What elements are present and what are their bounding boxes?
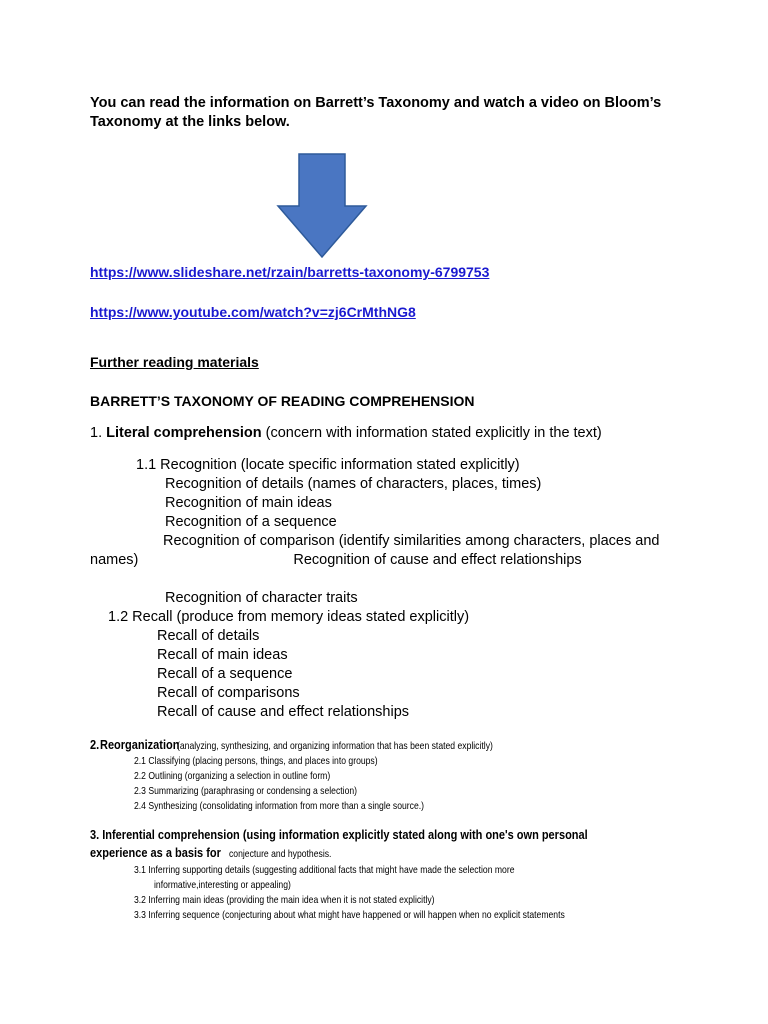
recognition-cause-effect: Recognition of cause and effect — [293, 552, 497, 568]
recognition-sequence: Recognition of a sequence — [165, 514, 337, 530]
recall-main-ideas: Recall of main ideas — [157, 647, 288, 663]
section1-title: Literal comprehension — [106, 425, 262, 441]
recognition-heading: 1.1 Recognition (locate specific information stated explicitly) — [136, 457, 520, 473]
down-arrow-icon — [276, 153, 368, 259]
recall-cause-effect: Recall of cause and effect relationships — [157, 704, 410, 720]
recall-sequence: Recall of a sequence — [157, 666, 293, 682]
intro-text: You can read the information on Barrett’s Taxonomy and watch a video on Bloom’s Taxonomy at the links below. — [90, 95, 662, 130]
section1-number: 1. — [90, 425, 107, 441]
recognition-details: Recognition of details (names of characters, places, times) — [165, 476, 542, 492]
recognition-cause-effect-b: relationships — [500, 552, 582, 568]
section2-desc: (analyzing, synthesizing, and organizing information that has been stated explicitly) — [177, 740, 493, 752]
recognition-traits: Recognition of character traits — [165, 590, 358, 606]
recognition-comparison-a: Recognition of comparison (identify similarities among characters, — [163, 533, 586, 549]
section3-item: 3.2 Inferring main ideas (providing the main idea when it is not stated explicitly) — [134, 894, 435, 906]
recall-heading: 1.2 Recall (produce from memory ideas stated explicitly) — [108, 609, 470, 625]
section3-item: 3.1 Inferring supporting details (suggesting additional facts that might have made the selection more — [134, 864, 515, 876]
section1-desc: (concern with information stated explicitly in the text) — [261, 425, 602, 441]
recognition-main-ideas: Recognition of main ideas — [165, 495, 332, 511]
section3-line2-rest: conjecture and hypothesis. — [229, 848, 332, 860]
section1-line — [90, 424, 602, 443]
section2-item: 2.4 Synthesizing (consolidating information from more than a single source.) — [134, 800, 425, 812]
section2-item: 2.3 Summarizing (paraphrasing or condensing a selection) — [134, 785, 358, 797]
recall-details: Recall of details — [157, 628, 260, 644]
recall-comparisons: Recall of comparisons — [157, 685, 300, 701]
section3-item-continued: informative,interesting or appealing) — [154, 879, 291, 891]
further-reading-heading: Further reading materials — [90, 354, 259, 370]
section3-title-line: 3. Inferential comprehension (using information explicitly stated along with one's own personal — [90, 828, 588, 842]
taxonomy-heading: BARRETT’S TAXONOMY OF READING COMPREHENSION — [90, 393, 475, 409]
slideshare-link[interactable]: https://www.slideshare.net/rzain/barretts-taxonomy-6799753 — [90, 264, 490, 280]
section2-number: 2. — [90, 738, 100, 752]
section3-item: 3.3 Inferring sequence (conjecturing about what might have happened or will happen when no explicit statements — [134, 909, 565, 921]
section2-item: 2.2 Outlining (organizing a selection in outline form) — [134, 770, 331, 782]
section3-line2-bold: experience as a basis for — [90, 846, 221, 860]
recognition-comparison — [90, 532, 670, 570]
section2-title: Reorganization — [100, 738, 180, 752]
down-arrow-shape — [278, 154, 366, 257]
youtube-link[interactable]: https://www.youtube.com/watch?v=zj6CrMthNG8 — [90, 304, 416, 320]
recognition-comparison-b: places and names) — [90, 533, 660, 568]
section2-item: 2.1 Classifying (placing persons, things, and places into groups) — [134, 755, 378, 767]
